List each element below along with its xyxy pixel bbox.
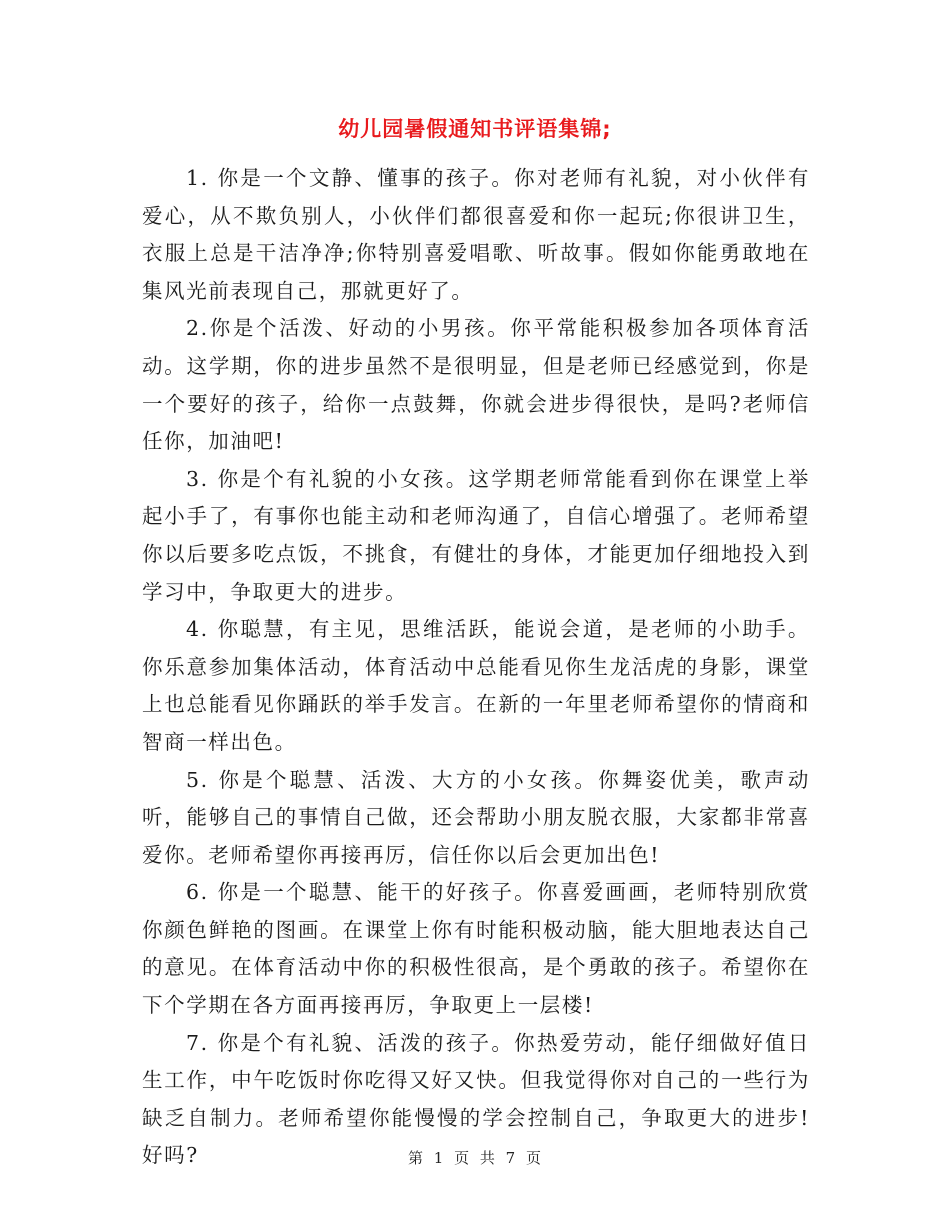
comment-paragraph-7: 7. 你是个有礼貌、活泼的孩子。你热爱劳动，能仔细做好值日生工作，中午吃饭时你吃得又好又快。但我觉得你对自己的一些行为缺乏自制力。老师希望你能慢慢的学会控制自己，争取更大的进步!好吗?	[142, 1030, 810, 1168]
comment-paragraph-4: 4. 你聪慧，有主见，思维活跃，能说会道，是老师的小助手。你乐意参加集体活动，体育活动中总能看见你生龙活虎的身影，课堂上也总能看见你踊跃的举手发言。在新的一年里老师希望你的情商和智商一样出色。	[142, 617, 810, 754]
page-footer: 第 1 页 共 7 页	[408, 1149, 542, 1167]
comment-paragraph-2: 2.你是个活泼、好动的小男孩。你平常能积极参加各项体育活动。这学期，你的进步虽然不是很明显，但是老师已经感觉到，你是一个要好的孩子，给你一点鼓舞，你就会进步得很快，是吗?老师信任你，加油吧!	[142, 316, 810, 454]
comment-paragraph-3: 3. 你是个有礼貌的小女孩。这学期老师常能看到你在课堂上举起小手了，有事你也能主动和老师沟通了，自信心增强了。老师希望你以后要多吃点饭，不挑食，有健壮的身体，才能更加仔细地投入到学习中，争取更大的进步。	[142, 466, 810, 604]
comment-paragraph-5: 5. 你是个聪慧、活泼、大方的小女孩。你舞姿优美，歌声动听，能够自己的事情自己做，还会帮助小朋友脱衣服，大家都非常喜爱你。老师希望你再接再厉，信任你以后会更加出色!	[142, 767, 810, 867]
comment-paragraph-1: 1. 你是一个文静、懂事的孩子。你对老师有礼貌，对小伙伴有爱心，从不欺负别人，小伙伴们都很喜爱和你一起玩;你很讲卫生，衣服上总是干洁净净;你特别喜爱唱歌、听故事。假如你能勇敢地在集风光前表现自己，那就更好了。	[142, 166, 810, 303]
document-body	[142, 160, 810, 1175]
document-title: 幼儿园暑假通知书评语集锦;	[338, 117, 612, 141]
comment-paragraph-6: 6. 你是一个聪慧、能干的好孩子。你喜爱画画，老师特别欣赏你颜色鲜艳的图画。在课堂上你有时能积极动脑，能大胆地表达自己的意见。在体育活动中你的积极性很高，是个勇敢的孩子。希望你在下个学期在各方面再接再厉，争取更上一层楼!	[142, 880, 810, 1018]
